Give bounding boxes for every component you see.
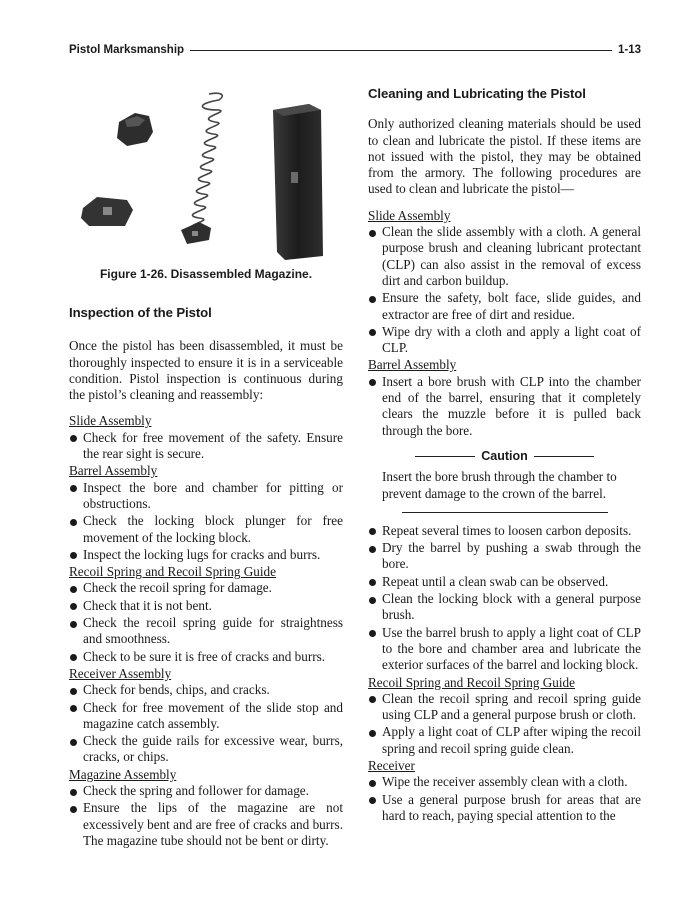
cleaning-heading: Cleaning and Lubricating the Pistol — [368, 86, 586, 101]
inspection-intro: Once the pistol has been disassembled, it must be thoroughly inspected to ensure it is in a serviceable condition. Pistol inspection is continuous during the pistol’s cleaning and reassembly: — [69, 338, 343, 403]
inspection-heading: Inspection of the Pistol — [69, 305, 212, 320]
clean-receiver-list — [368, 774, 641, 824]
list-item: Check the recoil spring for damage. — [69, 580, 343, 596]
clean-barrel-list — [368, 374, 641, 439]
inspection-column — [69, 305, 343, 850]
list-item: Use the barrel brush to apply a light coat of CLP to the bore and chamber area and lubricate the exterior surfaces of the barrel and locking block. — [368, 625, 641, 674]
list-item: Ensure the safety, bolt face, slide guides, and extractor are free of dirt and residue. — [368, 290, 641, 323]
clean-recoil-list — [368, 691, 641, 757]
clean-barrel-more-list — [368, 523, 641, 674]
cleaning-column — [368, 86, 641, 825]
list-item: Check that it is not bent. — [69, 598, 343, 614]
inspect-magazine-title: Magazine Assembly — [69, 766, 177, 782]
disassembled-magazine-illustration — [69, 80, 343, 270]
running-title: Pistol Marksmanship — [69, 44, 185, 56]
list-item: Repeat several times to loosen carbon deposits. — [368, 523, 641, 539]
clean-receiver-title: Receiver — [368, 757, 415, 773]
list-item: Inspect the bore and chamber for pitting or obstructions. — [69, 480, 343, 513]
list-item: Check for bends, chips, and cracks. — [69, 682, 343, 698]
inspect-barrel-list — [69, 480, 343, 563]
list-item: Check for free movement of the slide stop and magazine catch assembly. — [69, 700, 343, 733]
list-item: Wipe the receiver assembly clean with a cloth. — [368, 774, 641, 790]
header-rule — [190, 50, 612, 51]
magazine-spring — [191, 93, 222, 230]
inspect-slide-list — [69, 430, 343, 463]
caution-header — [368, 448, 641, 464]
page-header — [69, 42, 641, 58]
caution-box — [368, 448, 641, 513]
list-item: Clean the recoil spring and recoil spring guide using CLP and a general purpose brush or cloth. — [368, 691, 641, 724]
inspect-recoil-title: Recoil Spring and Recoil Spring Guide — [69, 564, 276, 580]
list-item: Apply a light coat of CLP after wiping the recoil spring and recoil spring guide clean. — [368, 724, 641, 757]
figure-caption: Figure 1-26. Disassembled Magazine. — [99, 267, 313, 281]
list-item: Use a general purpose brush for areas that are hard to reach, paying special attention to the — [368, 792, 641, 825]
clean-slide-list — [368, 224, 641, 356]
list-item: Check the spring and follower for damage. — [69, 783, 343, 799]
inspect-receiver-title: Receiver Assembly — [69, 665, 172, 681]
caution-text: Insert the bore brush through the chamber to prevent damage to the crown of the barrel. — [382, 469, 617, 501]
list-item: Clean the slide assembly with a cloth. A general purpose brush and cleaning lubricant protectant (CLP) can also assist in the removal of excess dirt and carbon buildup. — [368, 224, 641, 289]
list-item: Clean the locking block with a general purpose brush. — [368, 591, 641, 624]
list-item: Dry the barrel by pushing a swab through the bore. — [368, 540, 641, 573]
list-item: Wipe dry with a cloth and apply a light coat of CLP. — [368, 324, 641, 357]
list-item: Check the recoil spring guide for straightness and smoothness. — [69, 615, 343, 648]
magazine-photo — [69, 80, 343, 270]
inspect-barrel-title: Barrel Assembly — [69, 463, 158, 479]
caution-rule-left — [415, 456, 475, 457]
list-item: Check for free movement of the safety. Ensure the rear sight is secure. — [69, 430, 343, 463]
caution-rule-right — [534, 456, 594, 457]
magazine-tube — [273, 104, 323, 260]
follower-part — [117, 113, 153, 146]
list-item: Check to be sure it is free of cracks and burrs. — [69, 649, 343, 665]
caution-bottom-rule — [402, 512, 608, 513]
list-item: Inspect the locking lugs for cracks and burrs. — [69, 547, 343, 563]
clean-recoil-title: Recoil Spring and Recoil Spring Guide — [368, 674, 575, 690]
inspect-recoil-list — [69, 580, 343, 664]
page-number: 1-13 — [617, 44, 641, 56]
list-item: Check the locking block plunger for free movement of the locking block. — [69, 513, 343, 546]
list-item: Repeat until a clean swab can be observed. — [368, 574, 641, 590]
inspect-slide-title: Slide Assembly — [69, 413, 152, 429]
list-item: Ensure the lips of the magazine are not excessively bent and are free of cracks and burrs. The magazine tube should not be bent or dirty. — [69, 800, 343, 849]
clean-slide-title: Slide Assembly — [368, 207, 451, 223]
cleaning-intro: Only authorized cleaning materials should be used to clean and lubricate the pistol. If these items are not issued with the pistol, they may be obtained from the armory. The following procedures are used to clean and lubricate the pistol— — [368, 116, 641, 197]
inspect-receiver-list — [69, 682, 343, 765]
list-item: Check the guide rails for excessive wear, burrs, cracks, or chips. — [69, 733, 343, 766]
list-item: Insert a bore brush with CLP into the chamber end of the barrel, ensuring that it completely clears the muzzle before it is pulled back through the bore. — [368, 374, 641, 439]
caution-title: Caution — [481, 448, 528, 463]
clean-barrel-title: Barrel Assembly — [368, 357, 457, 373]
inspect-magazine-list — [69, 783, 343, 849]
spring-plate-hole — [192, 231, 198, 236]
floor-plate-part — [81, 197, 133, 226]
